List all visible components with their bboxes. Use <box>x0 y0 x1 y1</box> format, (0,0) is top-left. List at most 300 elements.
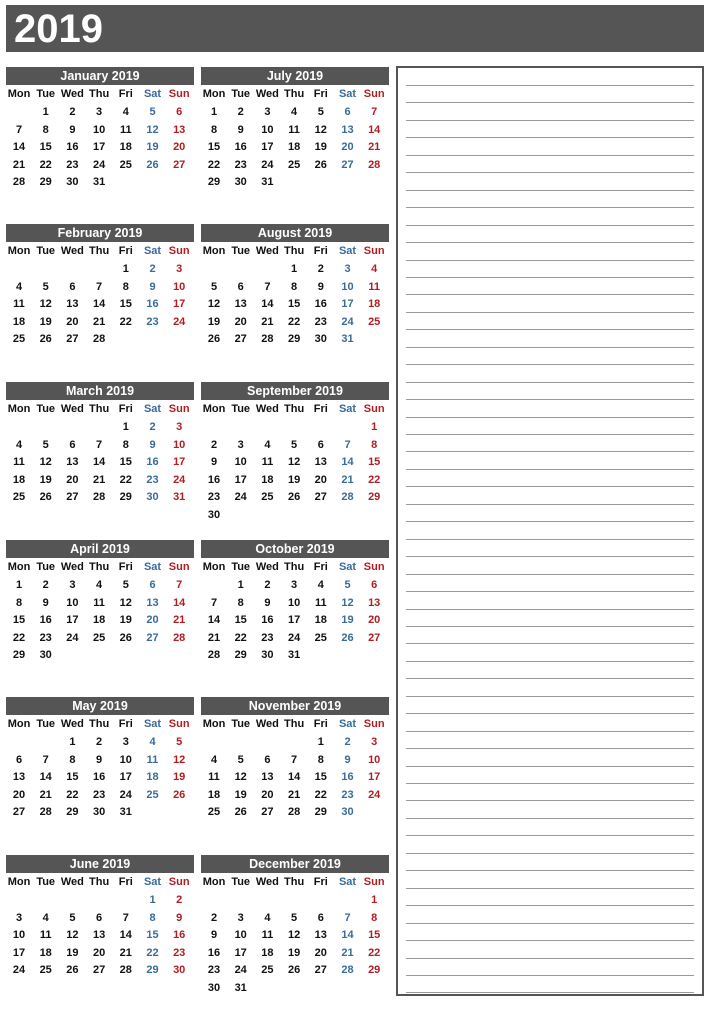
day-cell[interactable]: 8 <box>15 596 23 609</box>
day-cell[interactable]: 28 <box>261 333 274 346</box>
day-cell[interactable]: 10 <box>368 753 381 766</box>
day-cell[interactable]: 30 <box>341 806 354 819</box>
day-cell[interactable]: 26 <box>39 333 52 346</box>
day-cell[interactable]: 20 <box>66 315 79 328</box>
note-line[interactable] <box>406 609 694 610</box>
day-cell[interactable]: 25 <box>92 631 106 644</box>
day-cell[interactable]: 19 <box>173 771 186 784</box>
day-cell[interactable]: 14 <box>12 141 26 154</box>
day-cell[interactable]: 8 <box>122 280 129 293</box>
day-cell[interactable]: 17 <box>92 141 106 154</box>
day-cell[interactable]: 30 <box>173 964 186 977</box>
note-line[interactable] <box>406 329 694 330</box>
note-line[interactable] <box>406 399 694 400</box>
day-cell[interactable]: 30 <box>146 491 159 504</box>
day-cell[interactable]: 10 <box>234 929 247 942</box>
day-cell[interactable]: 22 <box>39 158 52 171</box>
note-line[interactable] <box>406 539 694 540</box>
day-cell[interactable]: 5 <box>291 911 298 924</box>
day-cell[interactable]: 18 <box>146 771 159 784</box>
day-cell[interactable]: 9 <box>210 456 218 469</box>
day-cell[interactable]: 25 <box>39 964 52 977</box>
day-cell[interactable]: 3 <box>176 263 183 275</box>
day-cell[interactable]: 3 <box>122 736 129 748</box>
day-cell[interactable]: 5 <box>176 736 183 748</box>
day-cell[interactable]: 21 <box>119 946 132 959</box>
day-cell[interactable]: 9 <box>317 280 324 293</box>
day-cell[interactable]: 17 <box>173 456 186 469</box>
day-cell[interactable]: 25 <box>12 491 26 504</box>
day-cell[interactable]: 5 <box>291 438 298 451</box>
day-cell[interactable]: 14 <box>341 456 354 469</box>
note-line[interactable] <box>406 591 694 592</box>
day-cell[interactable]: 15 <box>368 929 381 942</box>
day-cell[interactable]: 26 <box>146 158 159 171</box>
day-cell[interactable]: 17 <box>12 946 26 959</box>
day-cell[interactable]: 28 <box>173 631 186 644</box>
day-cell[interactable]: 13 <box>234 298 247 311</box>
day-cell[interactable]: 18 <box>207 788 221 801</box>
note-line[interactable] <box>406 696 694 697</box>
day-cell[interactable]: 2 <box>96 736 103 748</box>
day-cell[interactable]: 31 <box>173 491 186 504</box>
day-cell[interactable]: 28 <box>39 806 52 819</box>
day-cell[interactable]: 8 <box>237 596 244 609</box>
day-cell[interactable]: 1 <box>371 421 378 433</box>
day-cell[interactable]: 16 <box>92 771 106 784</box>
note-line[interactable] <box>406 626 694 627</box>
day-cell[interactable]: 30 <box>234 176 247 189</box>
day-cell[interactable]: 7 <box>42 753 49 766</box>
day-cell[interactable]: 4 <box>264 438 271 451</box>
day-cell[interactable]: 7 <box>264 280 271 293</box>
day-cell[interactable]: 27 <box>173 158 186 171</box>
day-cell[interactable]: 10 <box>341 280 354 293</box>
day-cell[interactable]: 26 <box>119 631 132 644</box>
day-cell[interactable]: 3 <box>291 579 298 591</box>
day-cell[interactable]: 18 <box>12 473 26 486</box>
day-cell[interactable]: 26 <box>234 806 247 819</box>
day-cell[interactable]: 17 <box>234 946 247 959</box>
day-cell[interactable]: 26 <box>173 788 186 801</box>
day-cell[interactable]: 14 <box>92 456 106 469</box>
day-cell[interactable]: 21 <box>368 141 381 154</box>
day-cell[interactable]: 7 <box>344 911 351 924</box>
day-cell[interactable]: 28 <box>92 333 106 346</box>
day-cell[interactable]: 17 <box>173 298 186 311</box>
day-cell[interactable]: 5 <box>237 753 244 766</box>
day-cell[interactable]: 12 <box>39 456 52 469</box>
day-cell[interactable]: 26 <box>207 333 221 346</box>
day-cell[interactable]: 15 <box>287 298 301 311</box>
note-line[interactable] <box>406 853 694 854</box>
day-cell[interactable]: 3 <box>96 106 103 118</box>
day-cell[interactable]: 10 <box>173 438 186 451</box>
day-cell[interactable]: 9 <box>149 438 156 451</box>
day-cell[interactable]: 27 <box>314 491 327 504</box>
day-cell[interactable]: 29 <box>146 964 159 977</box>
note-line[interactable] <box>406 102 694 103</box>
day-cell[interactable]: 31 <box>92 176 106 189</box>
day-cell[interactable]: 19 <box>146 141 159 154</box>
day-cell[interactable]: 9 <box>264 596 271 609</box>
day-cell[interactable]: 1 <box>317 736 324 748</box>
day-cell[interactable]: 5 <box>42 438 49 451</box>
day-cell[interactable]: 4 <box>149 736 156 748</box>
day-cell[interactable]: 12 <box>341 596 354 609</box>
day-cell[interactable]: 6 <box>317 438 324 451</box>
day-cell[interactable]: 3 <box>344 263 351 275</box>
day-cell[interactable]: 26 <box>314 158 327 171</box>
day-cell[interactable]: 23 <box>314 315 327 328</box>
day-cell[interactable]: 11 <box>208 771 220 784</box>
day-cell[interactable]: 30 <box>314 333 327 346</box>
day-cell[interactable]: 13 <box>12 771 26 784</box>
day-cell[interactable]: 3 <box>371 736 378 748</box>
day-cell[interactable]: 11 <box>261 456 274 469</box>
day-cell[interactable]: 9 <box>96 753 103 766</box>
day-cell[interactable]: 9 <box>69 123 76 136</box>
day-cell[interactable]: 3 <box>237 438 244 451</box>
day-cell[interactable]: 23 <box>39 631 52 644</box>
day-cell[interactable]: 24 <box>173 473 186 486</box>
day-cell[interactable]: 8 <box>317 753 324 766</box>
day-cell[interactable]: 22 <box>207 158 221 171</box>
day-cell[interactable]: 10 <box>119 753 132 766</box>
day-cell[interactable]: 23 <box>207 491 221 504</box>
day-cell[interactable]: 29 <box>368 964 381 977</box>
note-line[interactable] <box>406 417 694 418</box>
day-cell[interactable]: 20 <box>341 141 354 154</box>
day-cell[interactable]: 28 <box>368 158 381 171</box>
day-cell[interactable]: 1 <box>69 736 76 748</box>
day-cell[interactable]: 25 <box>314 631 327 644</box>
day-cell[interactable]: 17 <box>119 771 132 784</box>
day-cell[interactable]: 7 <box>122 911 129 924</box>
day-cell[interactable]: 28 <box>92 491 106 504</box>
day-cell[interactable]: 11 <box>93 596 105 609</box>
note-line[interactable] <box>406 225 694 226</box>
day-cell[interactable]: 16 <box>261 614 274 627</box>
day-cell[interactable]: 4 <box>96 579 103 591</box>
day-cell[interactable]: 12 <box>66 929 79 942</box>
day-cell[interactable]: 27 <box>66 333 79 346</box>
note-line[interactable] <box>406 172 694 173</box>
day-cell[interactable]: 16 <box>207 473 221 486</box>
day-cell[interactable]: 12 <box>173 753 186 766</box>
day-cell[interactable]: 12 <box>234 771 247 784</box>
note-line[interactable] <box>406 434 694 435</box>
note-line[interactable] <box>406 364 694 365</box>
day-cell[interactable]: 26 <box>341 631 354 644</box>
day-cell[interactable]: 28 <box>119 964 132 977</box>
day-cell[interactable]: 17 <box>66 614 79 627</box>
day-cell[interactable]: 6 <box>237 280 244 293</box>
note-line[interactable] <box>406 277 694 278</box>
day-cell[interactable]: 1 <box>291 263 298 275</box>
day-cell[interactable]: 4 <box>317 579 324 591</box>
day-cell[interactable]: 2 <box>69 106 76 118</box>
note-line[interactable] <box>406 294 694 295</box>
day-cell[interactable]: 25 <box>261 964 274 977</box>
day-cell[interactable]: 13 <box>173 123 186 136</box>
note-line[interactable] <box>406 574 694 575</box>
day-cell[interactable]: 24 <box>119 788 132 801</box>
day-cell[interactable]: 23 <box>146 315 159 328</box>
day-cell[interactable]: 2 <box>42 579 49 591</box>
day-cell[interactable]: 2 <box>210 438 218 451</box>
day-cell[interactable]: 10 <box>92 123 106 136</box>
note-line[interactable] <box>406 731 694 732</box>
note-line[interactable] <box>406 923 694 924</box>
day-cell[interactable]: 3 <box>237 911 244 924</box>
day-cell[interactable]: 4 <box>291 106 298 118</box>
note-line[interactable] <box>406 155 694 156</box>
day-cell[interactable]: 29 <box>12 649 26 662</box>
day-cell[interactable]: 19 <box>39 473 52 486</box>
day-cell[interactable]: 8 <box>149 911 156 924</box>
day-cell[interactable]: 28 <box>207 649 221 662</box>
day-cell[interactable]: 25 <box>261 491 274 504</box>
day-cell[interactable]: 25 <box>146 788 159 801</box>
day-cell[interactable]: 21 <box>287 788 301 801</box>
day-cell[interactable]: 29 <box>119 491 132 504</box>
note-line[interactable] <box>406 958 694 959</box>
day-cell[interactable]: 19 <box>119 614 132 627</box>
day-cell[interactable]: 20 <box>314 473 327 486</box>
day-cell[interactable]: 23 <box>341 788 354 801</box>
day-cell[interactable]: 29 <box>66 806 79 819</box>
day-cell[interactable]: 2 <box>210 911 218 924</box>
day-cell[interactable]: 19 <box>287 473 301 486</box>
day-cell[interactable]: 12 <box>287 929 301 942</box>
day-cell[interactable]: 23 <box>234 158 247 171</box>
day-cell[interactable]: 8 <box>122 438 129 451</box>
day-cell[interactable]: 27 <box>12 806 26 819</box>
day-cell[interactable]: 11 <box>13 456 25 469</box>
note-line[interactable] <box>406 382 694 383</box>
day-cell[interactable]: 4 <box>15 438 23 451</box>
day-cell[interactable]: 6 <box>317 911 324 924</box>
note-line[interactable] <box>406 85 694 86</box>
day-cell[interactable]: 29 <box>287 333 301 346</box>
day-cell[interactable]: 5 <box>149 106 156 118</box>
day-cell[interactable]: 21 <box>173 614 186 627</box>
day-cell[interactable]: 15 <box>234 614 247 627</box>
day-cell[interactable]: 13 <box>66 456 79 469</box>
day-cell[interactable]: 14 <box>39 771 52 784</box>
day-cell[interactable]: 31 <box>234 982 247 994</box>
day-cell[interactable]: 11 <box>314 596 327 609</box>
day-cell[interactable]: 27 <box>234 333 247 346</box>
day-cell[interactable]: 11 <box>119 123 132 136</box>
day-cell[interactable]: 9 <box>344 753 351 766</box>
note-line[interactable] <box>406 312 694 313</box>
note-line[interactable] <box>406 905 694 906</box>
day-cell[interactable]: 28 <box>287 806 301 819</box>
day-cell[interactable]: 23 <box>66 158 79 171</box>
day-cell[interactable]: 24 <box>234 964 247 977</box>
note-line[interactable] <box>406 818 694 819</box>
day-cell[interactable]: 14 <box>287 771 301 784</box>
note-line[interactable] <box>406 521 694 522</box>
day-cell[interactable]: 18 <box>287 141 301 154</box>
day-cell[interactable]: 18 <box>368 298 381 311</box>
day-cell[interactable]: 6 <box>69 280 76 293</box>
day-cell[interactable]: 22 <box>66 788 79 801</box>
day-cell[interactable]: 22 <box>146 946 159 959</box>
day-cell[interactable]: 9 <box>42 596 49 609</box>
day-cell[interactable]: 30 <box>207 509 221 521</box>
day-cell[interactable]: 8 <box>371 438 378 451</box>
day-cell[interactable]: 20 <box>92 946 106 959</box>
day-cell[interactable]: 6 <box>96 911 103 924</box>
day-cell[interactable]: 31 <box>341 333 354 346</box>
day-cell[interactable]: 22 <box>314 788 327 801</box>
day-cell[interactable]: 13 <box>341 123 354 136</box>
day-cell[interactable]: 22 <box>368 946 381 959</box>
day-cell[interactable]: 30 <box>261 649 274 662</box>
day-cell[interactable]: 20 <box>261 788 274 801</box>
day-cell[interactable]: 18 <box>314 614 327 627</box>
day-cell[interactable]: 24 <box>12 964 26 977</box>
day-cell[interactable]: 3 <box>69 579 76 591</box>
day-cell[interactable]: 15 <box>39 141 52 154</box>
day-cell[interactable]: 15 <box>66 771 79 784</box>
day-cell[interactable]: 27 <box>92 964 106 977</box>
day-cell[interactable]: 25 <box>119 158 132 171</box>
day-cell[interactable]: 15 <box>119 456 132 469</box>
day-cell[interactable]: 6 <box>371 579 378 591</box>
note-line[interactable] <box>406 486 694 487</box>
day-cell[interactable]: 24 <box>261 158 274 171</box>
day-cell[interactable]: 15 <box>119 298 132 311</box>
day-cell[interactable]: 29 <box>368 491 381 504</box>
day-cell[interactable]: 18 <box>261 946 274 959</box>
day-cell[interactable]: 19 <box>287 946 301 959</box>
day-cell[interactable]: 12 <box>146 123 159 136</box>
day-cell[interactable]: 16 <box>173 929 186 942</box>
day-cell[interactable]: 14 <box>341 929 354 942</box>
day-cell[interactable]: 4 <box>15 280 23 293</box>
day-cell[interactable]: 15 <box>12 614 26 627</box>
day-cell[interactable]: 13 <box>261 771 274 784</box>
day-cell[interactable]: 1 <box>149 894 156 906</box>
note-line[interactable] <box>406 207 694 208</box>
day-cell[interactable]: 16 <box>146 456 159 469</box>
day-cell[interactable]: 5 <box>122 579 129 591</box>
day-cell[interactable]: 29 <box>39 176 52 189</box>
day-cell[interactable]: 6 <box>149 579 156 591</box>
note-line[interactable] <box>406 120 694 121</box>
day-cell[interactable]: 1 <box>122 263 129 275</box>
day-cell[interactable]: 16 <box>314 298 327 311</box>
day-cell[interactable]: 11 <box>261 929 274 942</box>
day-cell[interactable]: 2 <box>176 894 183 906</box>
note-line[interactable] <box>406 242 694 243</box>
day-cell[interactable]: 24 <box>368 788 381 801</box>
day-cell[interactable]: 1 <box>42 106 49 118</box>
day-cell[interactable]: 21 <box>92 315 106 328</box>
note-line[interactable] <box>406 556 694 557</box>
day-cell[interactable]: 18 <box>119 141 132 154</box>
day-cell[interactable]: 18 <box>92 614 106 627</box>
day-cell[interactable]: 30 <box>92 806 106 819</box>
day-cell[interactable]: 1 <box>15 579 23 591</box>
day-cell[interactable]: 20 <box>66 473 79 486</box>
day-cell[interactable]: 2 <box>264 579 271 591</box>
note-line[interactable] <box>406 870 694 871</box>
day-cell[interactable]: 25 <box>368 315 381 328</box>
day-cell[interactable]: 29 <box>207 176 221 189</box>
day-cell[interactable]: 4 <box>122 106 129 118</box>
note-line[interactable] <box>406 347 694 348</box>
day-cell[interactable]: 14 <box>173 596 186 609</box>
day-cell[interactable]: 13 <box>146 596 159 609</box>
day-cell[interactable]: 28 <box>12 176 26 189</box>
day-cell[interactable]: 29 <box>314 806 327 819</box>
day-cell[interactable]: 22 <box>119 473 132 486</box>
day-cell[interactable]: 12 <box>207 298 221 311</box>
day-cell[interactable]: 22 <box>119 315 132 328</box>
note-line[interactable] <box>406 783 694 784</box>
day-cell[interactable]: 21 <box>341 473 354 486</box>
day-cell[interactable]: 1 <box>237 579 244 591</box>
day-cell[interactable]: 9 <box>149 280 156 293</box>
day-cell[interactable]: 12 <box>39 298 52 311</box>
note-line[interactable] <box>406 643 694 644</box>
day-cell[interactable]: 13 <box>66 298 79 311</box>
day-cell[interactable]: 10 <box>261 123 274 136</box>
day-cell[interactable]: 17 <box>261 141 274 154</box>
day-cell[interactable]: 4 <box>42 911 49 924</box>
day-cell[interactable]: 11 <box>146 753 159 766</box>
day-cell[interactable]: 21 <box>92 473 106 486</box>
day-cell[interactable]: 30 <box>39 649 52 662</box>
day-cell[interactable]: 22 <box>12 631 26 644</box>
day-cell[interactable]: 20 <box>368 614 381 627</box>
day-cell[interactable]: 19 <box>39 315 52 328</box>
day-cell[interactable]: 8 <box>371 911 378 924</box>
note-line[interactable] <box>406 835 694 836</box>
day-cell[interactable]: 12 <box>287 456 301 469</box>
day-cell[interactable]: 11 <box>39 929 52 942</box>
day-cell[interactable]: 20 <box>12 788 26 801</box>
day-cell[interactable]: 3 <box>264 106 271 118</box>
day-cell[interactable]: 27 <box>341 158 354 171</box>
day-cell[interactable]: 5 <box>69 911 76 924</box>
day-cell[interactable]: 20 <box>173 141 186 154</box>
day-cell[interactable]: 8 <box>291 280 298 293</box>
day-cell[interactable]: 16 <box>66 141 79 154</box>
day-cell[interactable]: 24 <box>66 631 79 644</box>
day-cell[interactable]: 2 <box>149 421 156 433</box>
note-line[interactable] <box>406 190 694 191</box>
day-cell[interactable]: 26 <box>39 491 52 504</box>
day-cell[interactable]: 28 <box>341 964 354 977</box>
day-cell[interactable]: 7 <box>96 280 103 293</box>
day-cell[interactable]: 23 <box>146 473 159 486</box>
day-cell[interactable]: 24 <box>173 315 186 328</box>
day-cell[interactable]: 9 <box>176 911 183 924</box>
day-cell[interactable]: 7 <box>291 753 298 766</box>
day-cell[interactable]: 13 <box>368 596 381 609</box>
day-cell[interactable]: 15 <box>207 141 221 154</box>
day-cell[interactable]: 19 <box>207 315 221 328</box>
note-line[interactable] <box>406 504 694 505</box>
day-cell[interactable]: 31 <box>261 176 274 189</box>
note-line[interactable] <box>406 137 694 138</box>
